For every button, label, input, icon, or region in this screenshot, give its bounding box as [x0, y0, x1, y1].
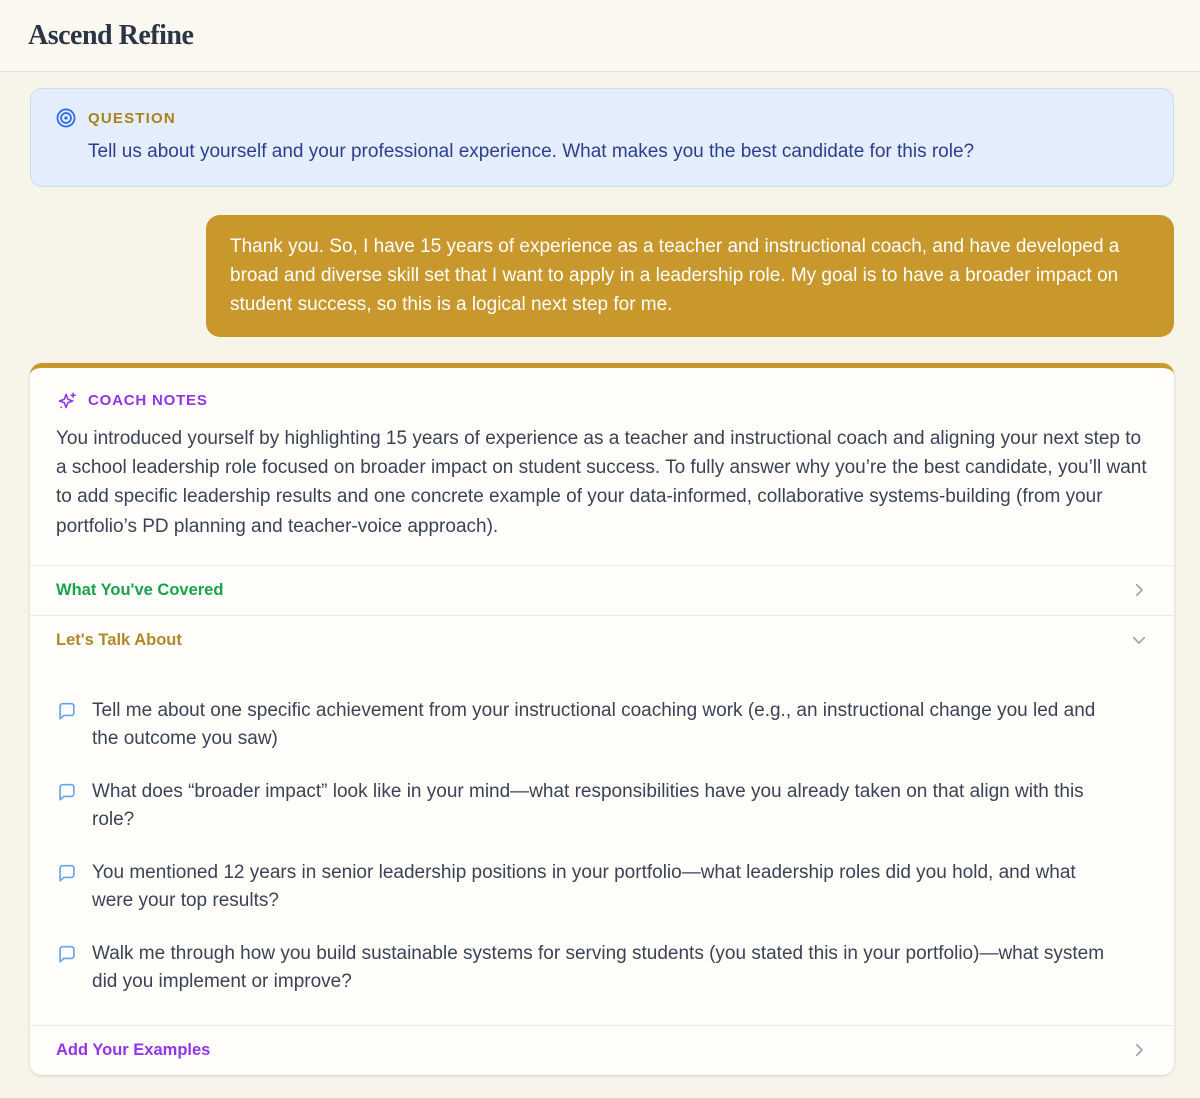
talk-about-item	[56, 859, 1148, 916]
section-lets-talk-about[interactable]	[30, 615, 1174, 665]
talk-about-item-text: Tell me about one specific achievement from your instructional coaching work (e.g., an instructional change you led and the outcome you saw)	[92, 699, 1096, 750]
chevron-down-icon	[1130, 631, 1148, 649]
question-label: QUESTION	[88, 109, 176, 127]
chat-bubble-icon	[56, 943, 78, 965]
section-label-examples: Add Your Examples	[56, 1040, 211, 1059]
coach-notes-header	[30, 368, 1174, 412]
coach-notes-card	[30, 363, 1174, 1075]
main-content	[0, 72, 1200, 1075]
bullseye-target-icon	[55, 107, 77, 129]
talk-about-item	[56, 697, 1148, 754]
question-header	[55, 107, 1149, 129]
talk-about-item	[56, 778, 1148, 835]
chevron-right-icon	[1130, 1041, 1148, 1059]
section-add-your-examples[interactable]	[30, 1025, 1174, 1075]
app-header	[0, 0, 1200, 72]
coach-notes-summary: You introduced yourself by highlighting 15 years of experience as a teacher and instructional coach and aligning your next step to a school leadership role focused on broader impact on student success. To fully answer why you’re the best candidate, you’ll want to add specific leadership results and one concrete example of your data-informed, collaborative systems-building (from your portfolio’s PD planning and teacher-voice approach).	[56, 427, 1147, 537]
section-what-youve-covered[interactable]	[30, 565, 1174, 615]
chat-bubble-icon	[56, 781, 78, 803]
talk-about-item	[56, 940, 1148, 997]
user-answer-bubble: Thank you. So, I have 15 years of experience as a teacher and instructional coach, and have developed a broad and diverse skill set that I want to apply in a leadership role. My goal is to have a broader impact on student success, so this is a logical next step for me.	[206, 215, 1174, 337]
talk-about-item-text: What does “broader impact” look like in your mind—what responsibilities have you already taken on that align with this role?	[92, 780, 1084, 831]
chevron-right-icon	[1130, 581, 1148, 599]
app-title: Ascend Refine	[28, 19, 194, 51]
coach-notes-label: COACH NOTES	[88, 392, 208, 410]
question-card	[30, 88, 1174, 187]
question-text: Tell us about yourself and your professional experience. What makes you the best candidate for this role?	[88, 141, 975, 162]
section-label-talk-about: Let's Talk About	[56, 630, 182, 649]
chat-bubble-icon	[56, 700, 78, 722]
chat-bubble-icon	[56, 862, 78, 884]
talk-about-item-text: Walk me through how you build sustainable systems for serving students (you stated this in your portfolio)—what system did you implement or improve?	[92, 942, 1105, 993]
sparkle-icon	[56, 390, 78, 412]
section-label-covered: What You've Covered	[56, 580, 224, 599]
talk-about-item-list	[30, 665, 1174, 1025]
talk-about-item-text: You mentioned 12 years in senior leadership positions in your portfolio—what leadership roles did you hold, and what were your top results?	[92, 861, 1076, 912]
